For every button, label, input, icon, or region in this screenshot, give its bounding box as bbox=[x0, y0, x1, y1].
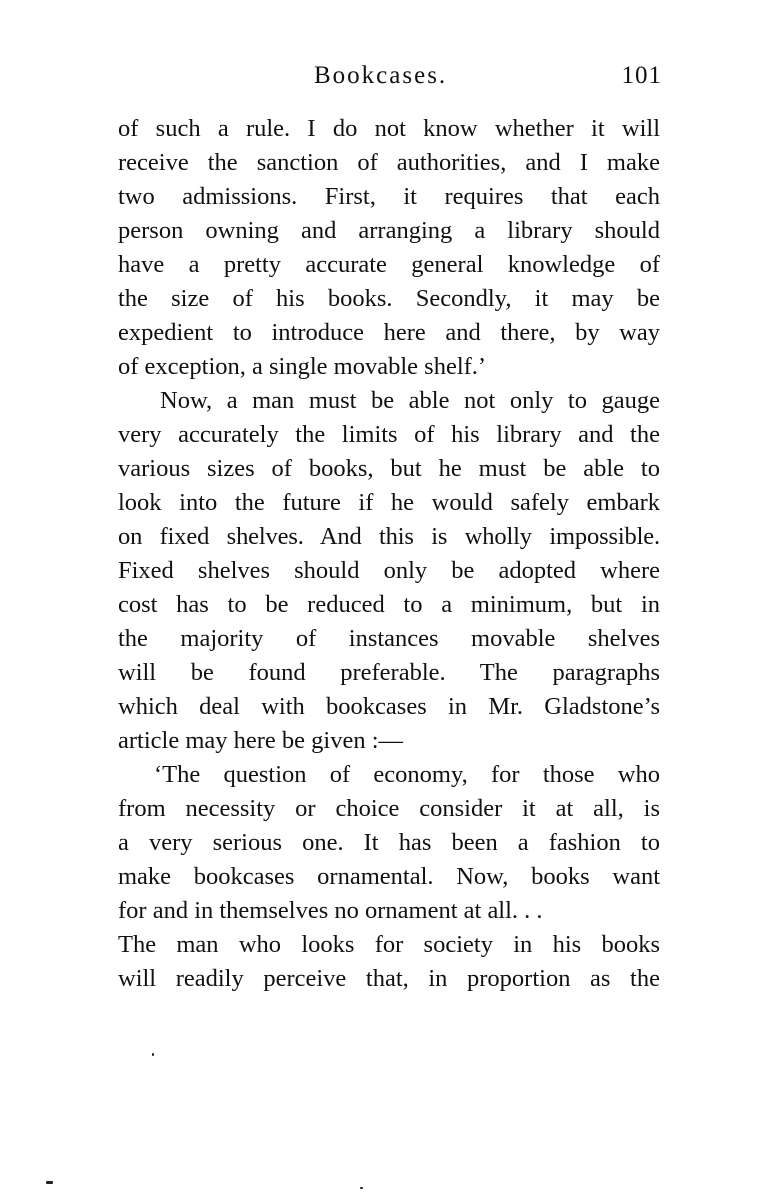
text-line: on fixed shelves. And this is wholly impossible. bbox=[118, 523, 660, 550]
text-line: of such a rule. I do not know whether it will bbox=[118, 115, 660, 142]
text-line: two admissions. First, it requires that each bbox=[118, 183, 660, 210]
text-line: expedient to introduce here and there, by way bbox=[118, 319, 660, 346]
text-line: Fixed shelves should only be adopted where bbox=[118, 557, 660, 584]
text-line: a very serious one. It has been a fashion to bbox=[118, 829, 660, 856]
text-line: The man who looks for society in his books bbox=[118, 931, 660, 958]
running-title: Bookcases. bbox=[314, 62, 448, 89]
text-line: look into the future if he would safely embark bbox=[118, 489, 660, 516]
text-line: have a pretty accurate general knowledge of bbox=[118, 251, 660, 278]
text-line: the size of his books. Secondly, it may be bbox=[118, 285, 660, 312]
text-line: person owning and arranging a library should bbox=[118, 217, 660, 244]
scan-speck bbox=[360, 1187, 363, 1189]
text-line: of exception, a single movable shelf.’ bbox=[118, 353, 487, 380]
text-line: from necessity or choice consider it at all, is bbox=[118, 795, 660, 822]
text-line: will readily perceive that, in proportion as the bbox=[118, 965, 660, 992]
text-line: which deal with bookcases in Mr. Gladstone’s bbox=[118, 693, 660, 720]
text-line: ‘The question of economy, for those who bbox=[154, 761, 660, 788]
text-line: for and in themselves no ornament at all. . . bbox=[118, 897, 543, 924]
text-line: article may here be given :— bbox=[118, 727, 404, 754]
text-line: very accurately the limits of his library and the bbox=[118, 421, 660, 448]
text-line: receive the sanction of authorities, and I make bbox=[118, 149, 660, 176]
body-text bbox=[118, 112, 660, 996]
running-head bbox=[118, 56, 664, 96]
text-line: make bookcases ornamental. Now, books want bbox=[118, 863, 660, 890]
text-line: various sizes of books, but he must be able to bbox=[118, 455, 660, 482]
scan-speck bbox=[152, 1053, 154, 1056]
page-number: 101 bbox=[621, 62, 662, 89]
text-line: will be found preferable. The paragraphs bbox=[118, 659, 660, 686]
scan-speck bbox=[46, 1181, 53, 1184]
text-line: the majority of instances movable shelves bbox=[118, 625, 660, 652]
text-line: cost has to be reduced to a minimum, but in bbox=[118, 591, 660, 618]
text-line: Now, a man must be able not only to gauge bbox=[160, 387, 660, 414]
